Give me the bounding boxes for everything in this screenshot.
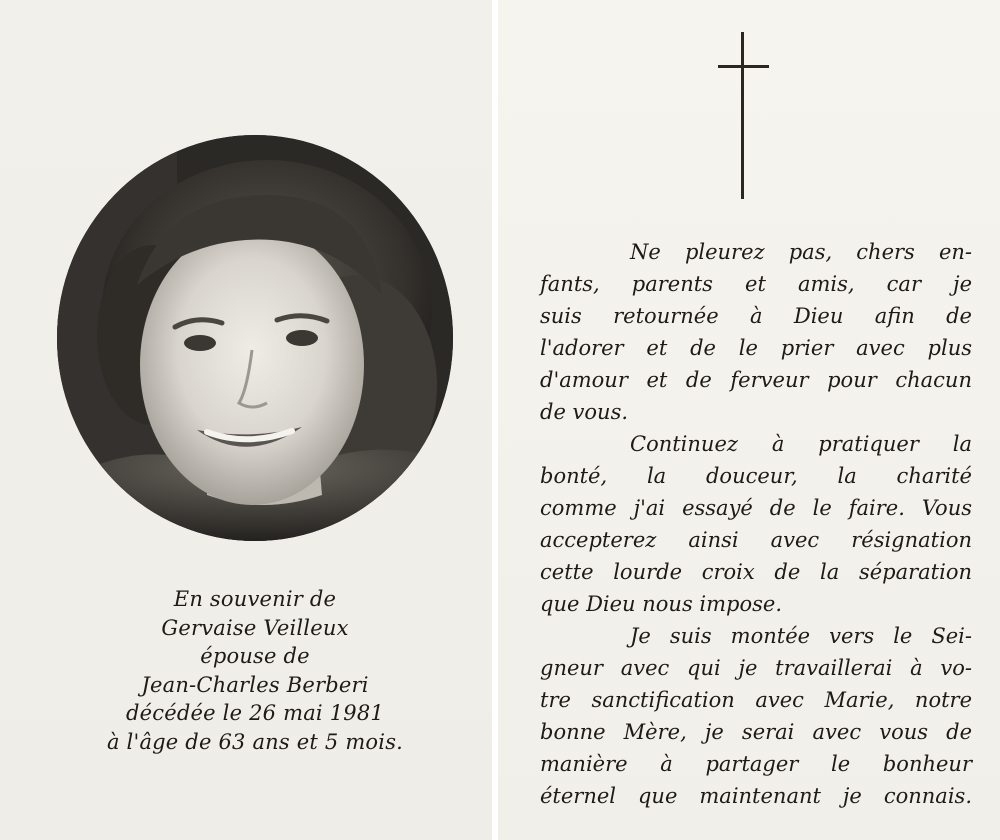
caption-line-death-date: décédée le 26 mai 1981 xyxy=(126,701,384,726)
caption-line-spouse-name: Jean-Charles Berberi xyxy=(141,672,369,697)
caption-line-spouse-label: épouse de xyxy=(200,644,310,669)
cross-horizontal-bar xyxy=(718,65,769,68)
poem-line: cette lourde croix de la séparation xyxy=(540,560,972,584)
poem-line: Je suis montée vers le Sei- xyxy=(630,624,972,648)
poem-line: suis retournée à Dieu afin de xyxy=(540,304,972,328)
memorial-poem xyxy=(540,236,972,812)
caption-line-age: à l'âge de 63 ans et 5 mois. xyxy=(106,729,404,754)
poem-line: bonté, la douceur, la charité xyxy=(540,464,972,488)
poem-line: comme j'ai essayé de le faire. Vous xyxy=(540,496,972,520)
poem-line: gneur avec qui je travaillerai à vo- xyxy=(540,656,972,680)
poem-line: tre sanctification avec Marie, notre xyxy=(540,688,972,712)
portrait-photo xyxy=(57,135,453,541)
poem-line: accepterez ainsi avec résignation xyxy=(540,528,972,552)
poem-line: manière à partager le bonheur xyxy=(540,752,972,776)
poem-line: l'adorer et de le prier avec plus xyxy=(540,336,972,360)
caption-line-intro: En souvenir de xyxy=(173,587,337,611)
poem-line: que Dieu nous impose. xyxy=(540,592,782,616)
poem-line: d'amour et de ferveur pour chacun xyxy=(540,368,972,392)
cross-vertical-bar xyxy=(741,32,744,199)
poem-line: bonne Mère, je serai avec vous de xyxy=(540,720,972,744)
left-card xyxy=(0,0,492,840)
poem-line: Ne pleurez pas, chers en- xyxy=(630,240,972,264)
portrait-illustration xyxy=(57,135,453,541)
memorial-caption xyxy=(100,585,410,757)
poem-line: Continuez à pratiquer la xyxy=(630,432,972,456)
poem-line: de vous. xyxy=(540,400,629,424)
poem-line: éternel que maintenant je connais. xyxy=(540,784,972,808)
poem-line: fants, parents et amis, car je xyxy=(540,272,972,296)
caption-line-name: Gervaise Veilleux xyxy=(161,615,349,640)
